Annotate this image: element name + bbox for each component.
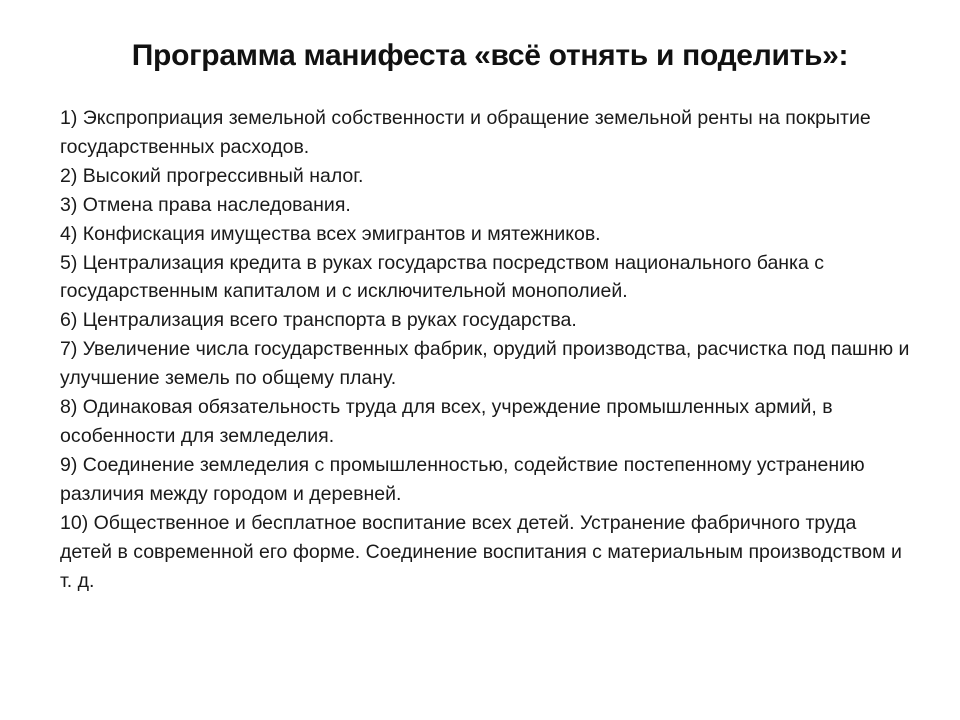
list-item-3: 3) Отмена права наследования.: [60, 193, 351, 216]
list-item-8: 8) Одинаковая обязательность труда для всех, учреждение промышленных армий, в особенности для земледелия.: [60, 396, 833, 447]
list-item-5: 5) Централизация кредита в руках государства посредством национального банка с государственным капиталом и с исключительной монополией.: [60, 251, 825, 303]
list-item-9: 9) Соединение земледелия с промышленностью, содействие постепенному устранению различия между городом и деревней.: [60, 453, 865, 505]
list-item-10: 10) Общественное и бесплатное воспитание всех детей. Устранение фабричного труда детей в современной его форме. Соединение воспитания с материальным производством и т. д.: [60, 511, 902, 592]
list-item-4: 4) Конфискация имущества всех эмигрантов и мятежников.: [60, 222, 601, 245]
manifesto-list: [60, 104, 910, 595]
list-item-2: 2) Высокий прогрессивный налог.: [60, 164, 364, 187]
slide-title: Программа манифеста «всё отнять и поделить»:: [131, 39, 849, 72]
list-item-7: 7) Увеличение числа государственных фабрик, орудий производства, расчистка под пашню и улучшение земель по общему плану.: [60, 338, 910, 390]
list-item-6: 6) Централизация всего транспорта в руках государства.: [60, 309, 577, 332]
list-item-1: 1) Экспроприация земельной собственности и обращение земельной ренты на покрытие государственных расходов.: [60, 107, 871, 158]
